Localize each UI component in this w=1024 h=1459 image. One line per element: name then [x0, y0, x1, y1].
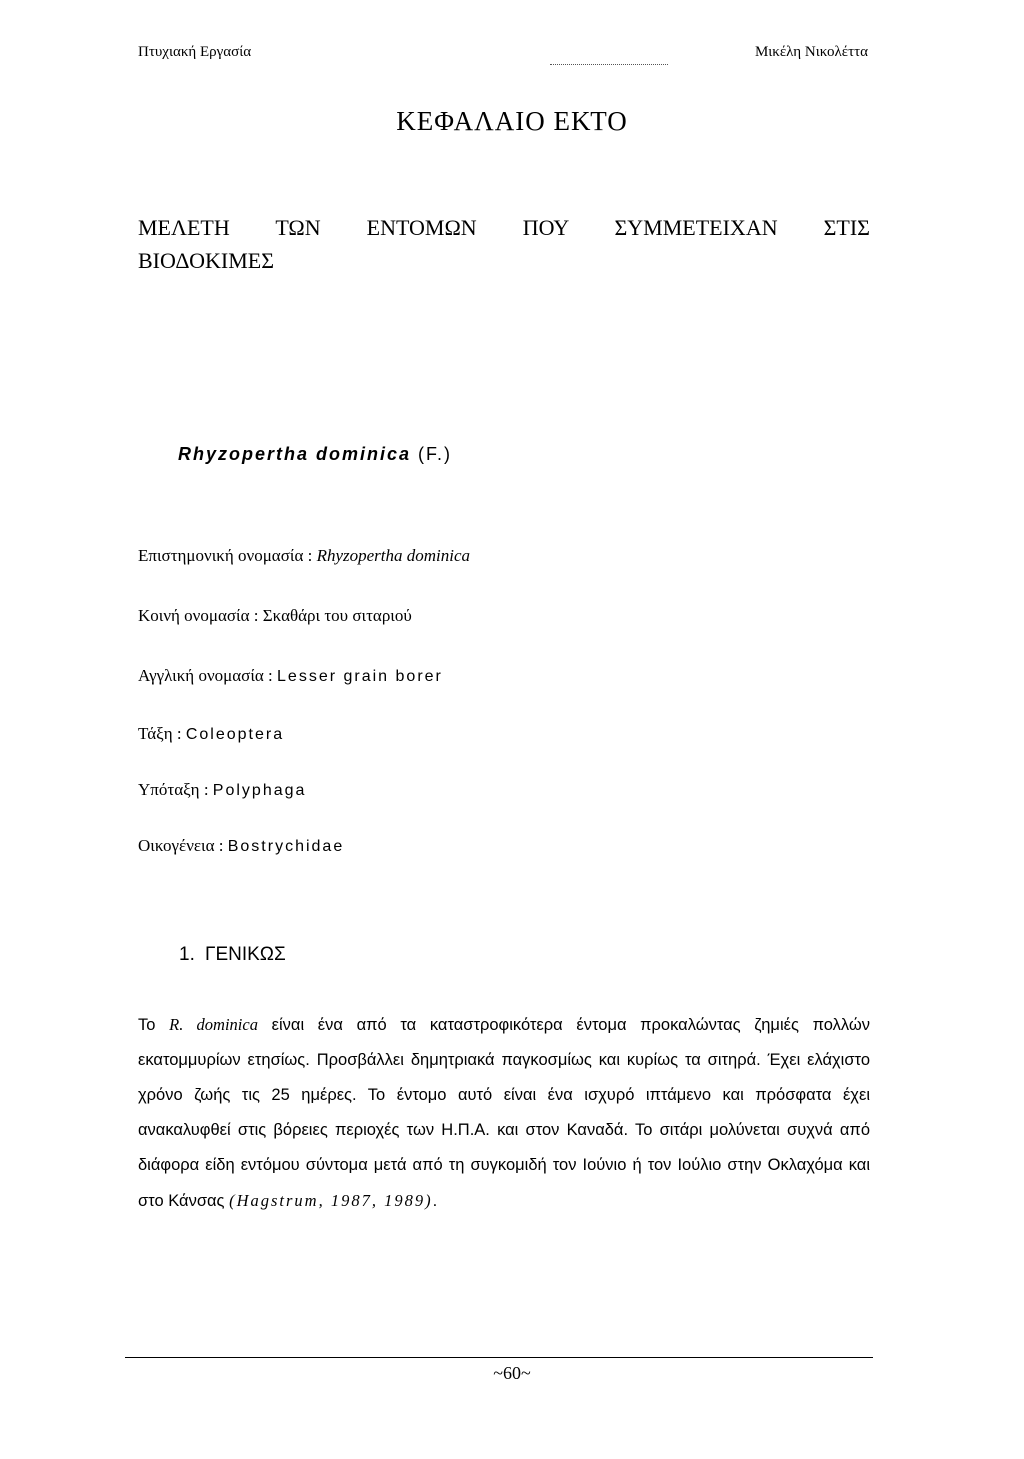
page-number: ~60~: [493, 1363, 531, 1383]
page-header-right: Μικέλη Νικολέττα: [754, 44, 868, 60]
info-scientific-name: [138, 546, 470, 566]
footer-divider: [125, 1357, 873, 1358]
info-suborder: [138, 780, 306, 800]
section-title-line1: ΜΕΛΕΤΗ ΤΩΝ ΕΝΤΟΜΩΝ ΠΟΥ ΣΥΜΜΕΤΕΙΧΑΝ ΣΤΙΣ: [138, 215, 870, 240]
body-paragraph: [138, 1007, 870, 1219]
header-divider: [550, 64, 668, 65]
species-author: (F.): [418, 444, 453, 464]
body-species-italic: R. dominica: [169, 1015, 258, 1034]
info-value: Polyphaga: [212, 782, 307, 799]
species-heading: [178, 444, 452, 465]
section-title-line2: ΒΙΟΔΟΚΙΜΕΣ: [138, 248, 274, 273]
info-value: Rhyzopertha dominica: [316, 546, 471, 565]
info-english-name: [138, 666, 443, 686]
body-citation: (Hagstrum, 1987, 1989): [229, 1191, 433, 1210]
info-value: Coleoptera: [185, 726, 285, 743]
body-text-end: .: [432, 1192, 438, 1210]
info-label: Υπόταξη :: [138, 780, 213, 799]
info-order: [138, 724, 284, 744]
info-label: Οικογένεια :: [138, 836, 228, 855]
info-value: Bostrychidae: [227, 838, 345, 855]
page-header-left: Πτυχιακή Εργασία: [138, 44, 252, 60]
body-text-start: Το: [138, 1016, 170, 1034]
section-number: 1.: [179, 944, 195, 965]
info-label: Τάξη :: [138, 724, 186, 743]
info-label: Αγγλική ονομασία :: [138, 666, 278, 685]
info-label: Κοινή ονομασία :: [138, 606, 263, 625]
section-heading-text: ΓΕΝΙΚΩΣ: [205, 944, 286, 965]
info-common-name: [138, 606, 412, 626]
body-text-main: είναι ένα από τα καταστροφικότερα έντομα προκαλώντας ζημιές πολλών εκατομμυρίων ετησίως. Προσβάλλει δημητριακά παγκοσμίως και κυρίως τα σιτηρά. Έχει ελάχιστο χρόνο ζωής τις 25 ημέρες. Το έντομο αυτό είναι ένα ισχυρό ιπτάμενο και πρόσφατα έχει ανακαλυφθεί στις βόρειες περιοχές των Η.Π.Α. και στον Καναδά. Το σιτάρι μολύνεται συχνά από διάφορα είδη εντόμου σύντομα μετά από τη συγκομιδή τον Ιούνιο ή τον Ιούλιο στην Οκλαχόμα και στο Κάνσας: [138, 1016, 870, 1210]
info-value: Σκαθάρι του σιταριού: [262, 606, 412, 625]
section-heading-general: [179, 944, 286, 966]
info-value: Lesser grain borer: [277, 668, 443, 685]
species-name: Rhyzopertha dominica: [178, 444, 412, 464]
info-label: Επιστημονική ονομασία :: [138, 546, 317, 565]
info-family: [138, 836, 344, 856]
chapter-title: ΚΕΦΑΛΑΙΟ ΕΚΤΟ: [396, 106, 628, 136]
